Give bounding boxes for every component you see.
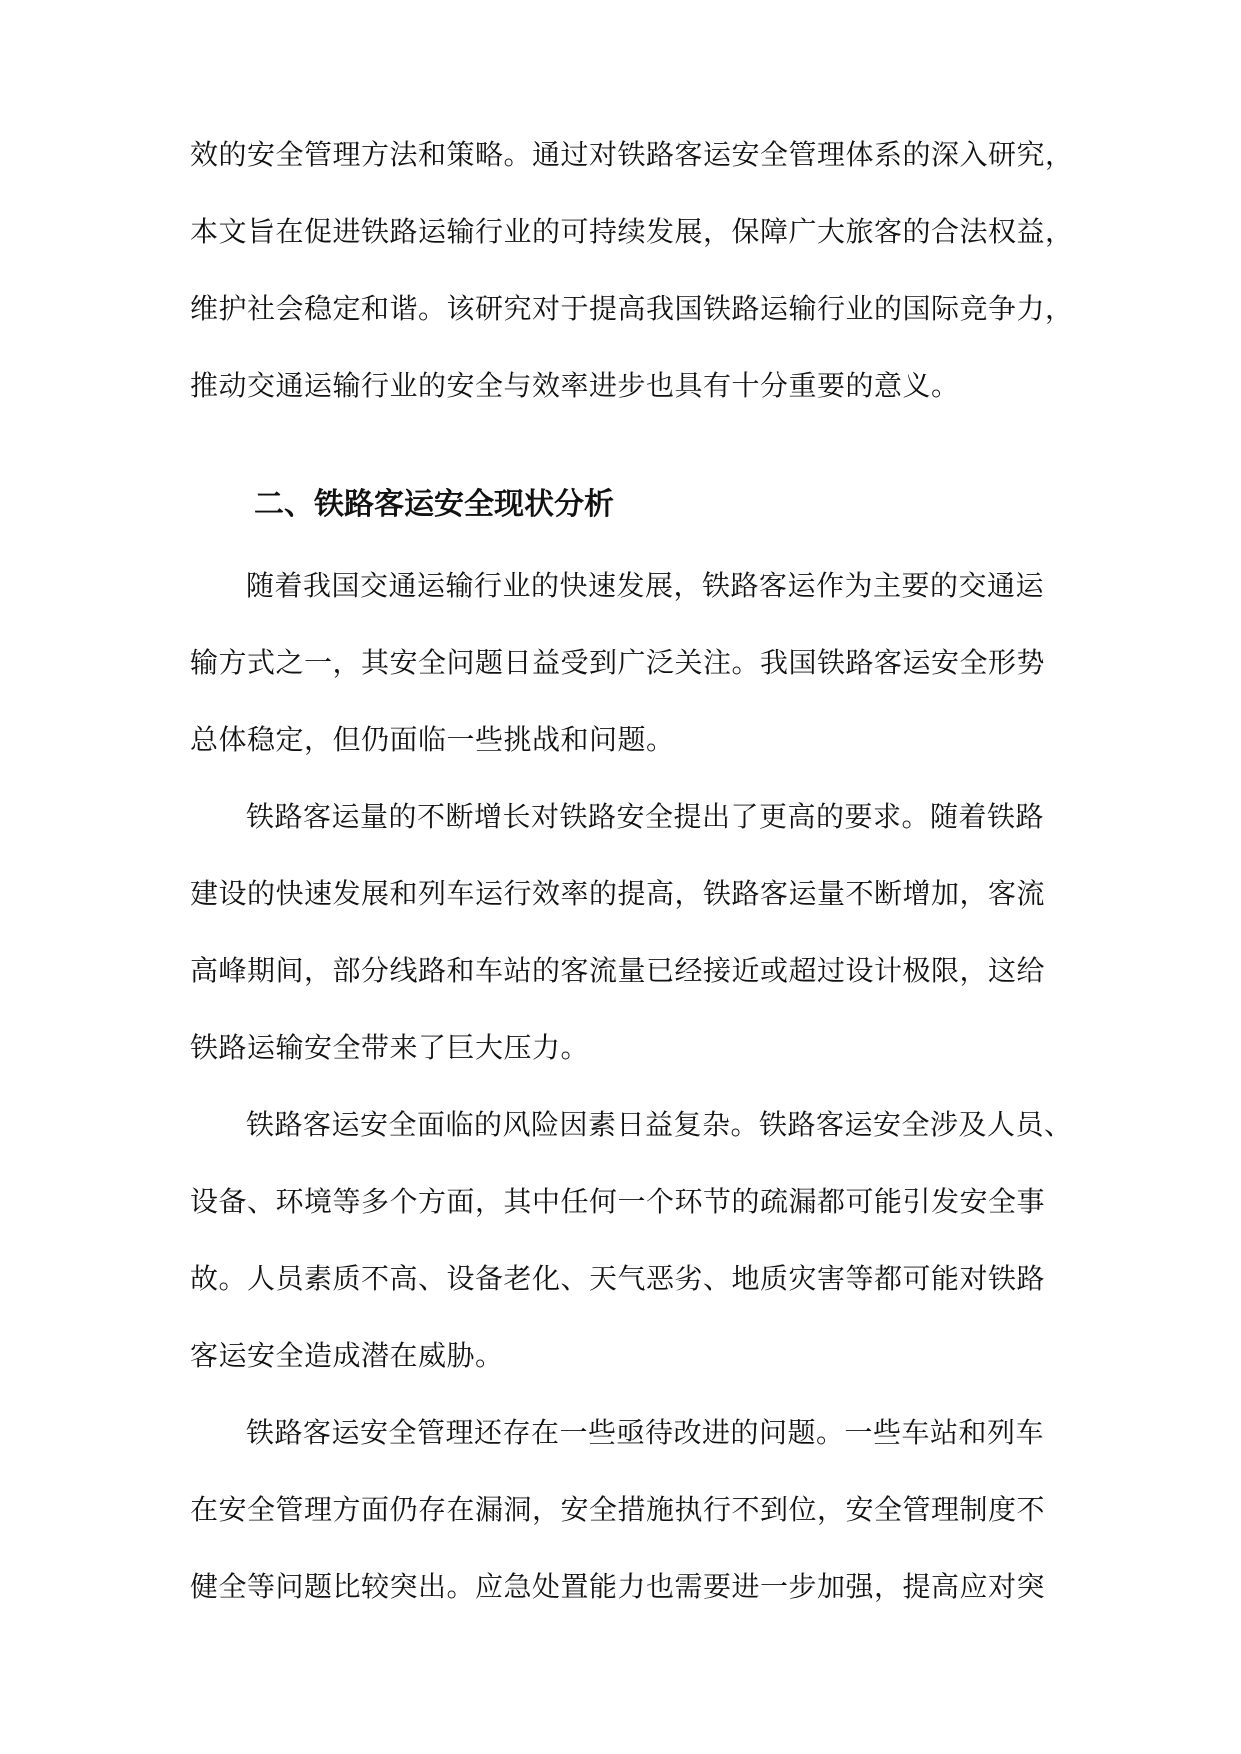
paragraph4-line-3: 健全等问题比较突出。应急处置能力也需要进一步加强，提高应对突 bbox=[190, 1570, 1046, 1603]
paragraph3-line-2: 设备、环境等多个方面，其中任何一个环节的疏漏都可能引发安全事 bbox=[190, 1185, 1046, 1218]
paragraph2-line-3: 高峰期间，部分线路和车站的客流量已经接近或超过设计极限，这给 bbox=[190, 954, 1046, 987]
paragraph1-line-2: 输方式之一，其安全问题日益受到广泛关注。我国铁路客运安全形势 bbox=[190, 646, 1046, 679]
intro-line-3: 维护社会稳定和谐。该研究对于提高我国铁路运输行业的国际竞争力， bbox=[190, 292, 1074, 325]
paragraph3-line-1: 铁路客运安全面临的风险因素日益复杂。铁路客运安全涉及人员、 bbox=[246, 1108, 1073, 1141]
paragraph1-line-1: 随着我国交通运输行业的快速发展，铁路客运作为主要的交通运 bbox=[246, 569, 1045, 602]
paragraph2-line-4: 铁路运输安全带来了巨大压力。 bbox=[190, 1031, 590, 1064]
paragraph4-line-2: 在安全管理方面仍存在漏洞，安全措施执行不到位，安全管理制度不 bbox=[190, 1493, 1046, 1526]
paragraph3-line-4: 客运安全造成潜在威胁。 bbox=[190, 1339, 504, 1372]
paragraph3-line-3: 故。人员素质不高、设备老化、天气恶劣、地质灾害等都可能对铁路 bbox=[190, 1262, 1046, 1295]
intro-line-2: 本文旨在促进铁路运输行业的可持续发展，保障广大旅客的合法权益， bbox=[190, 215, 1074, 248]
intro-line-1: 效的安全管理方法和策略。通过对铁路客运安全管理体系的深入研究， bbox=[190, 138, 1074, 171]
paragraph1-line-3: 总体稳定，但仍面临一些挑战和问题。 bbox=[190, 723, 675, 756]
paragraph2-line-2: 建设的快速发展和列车运行效率的提高，铁路客运量不断增加，客流 bbox=[190, 877, 1046, 910]
section-heading: 二、铁路客运安全现状分析 bbox=[254, 487, 614, 522]
paragraph4-line-1: 铁路客运安全管理还存在一些亟待改进的问题。一些车站和列车 bbox=[246, 1416, 1045, 1449]
paragraph2-line-1: 铁路客运量的不断增长对铁路安全提出了更高的要求。随着铁路 bbox=[246, 800, 1045, 833]
intro-line-4: 推动交通运输行业的安全与效率进步也具有十分重要的意义。 bbox=[190, 369, 960, 402]
